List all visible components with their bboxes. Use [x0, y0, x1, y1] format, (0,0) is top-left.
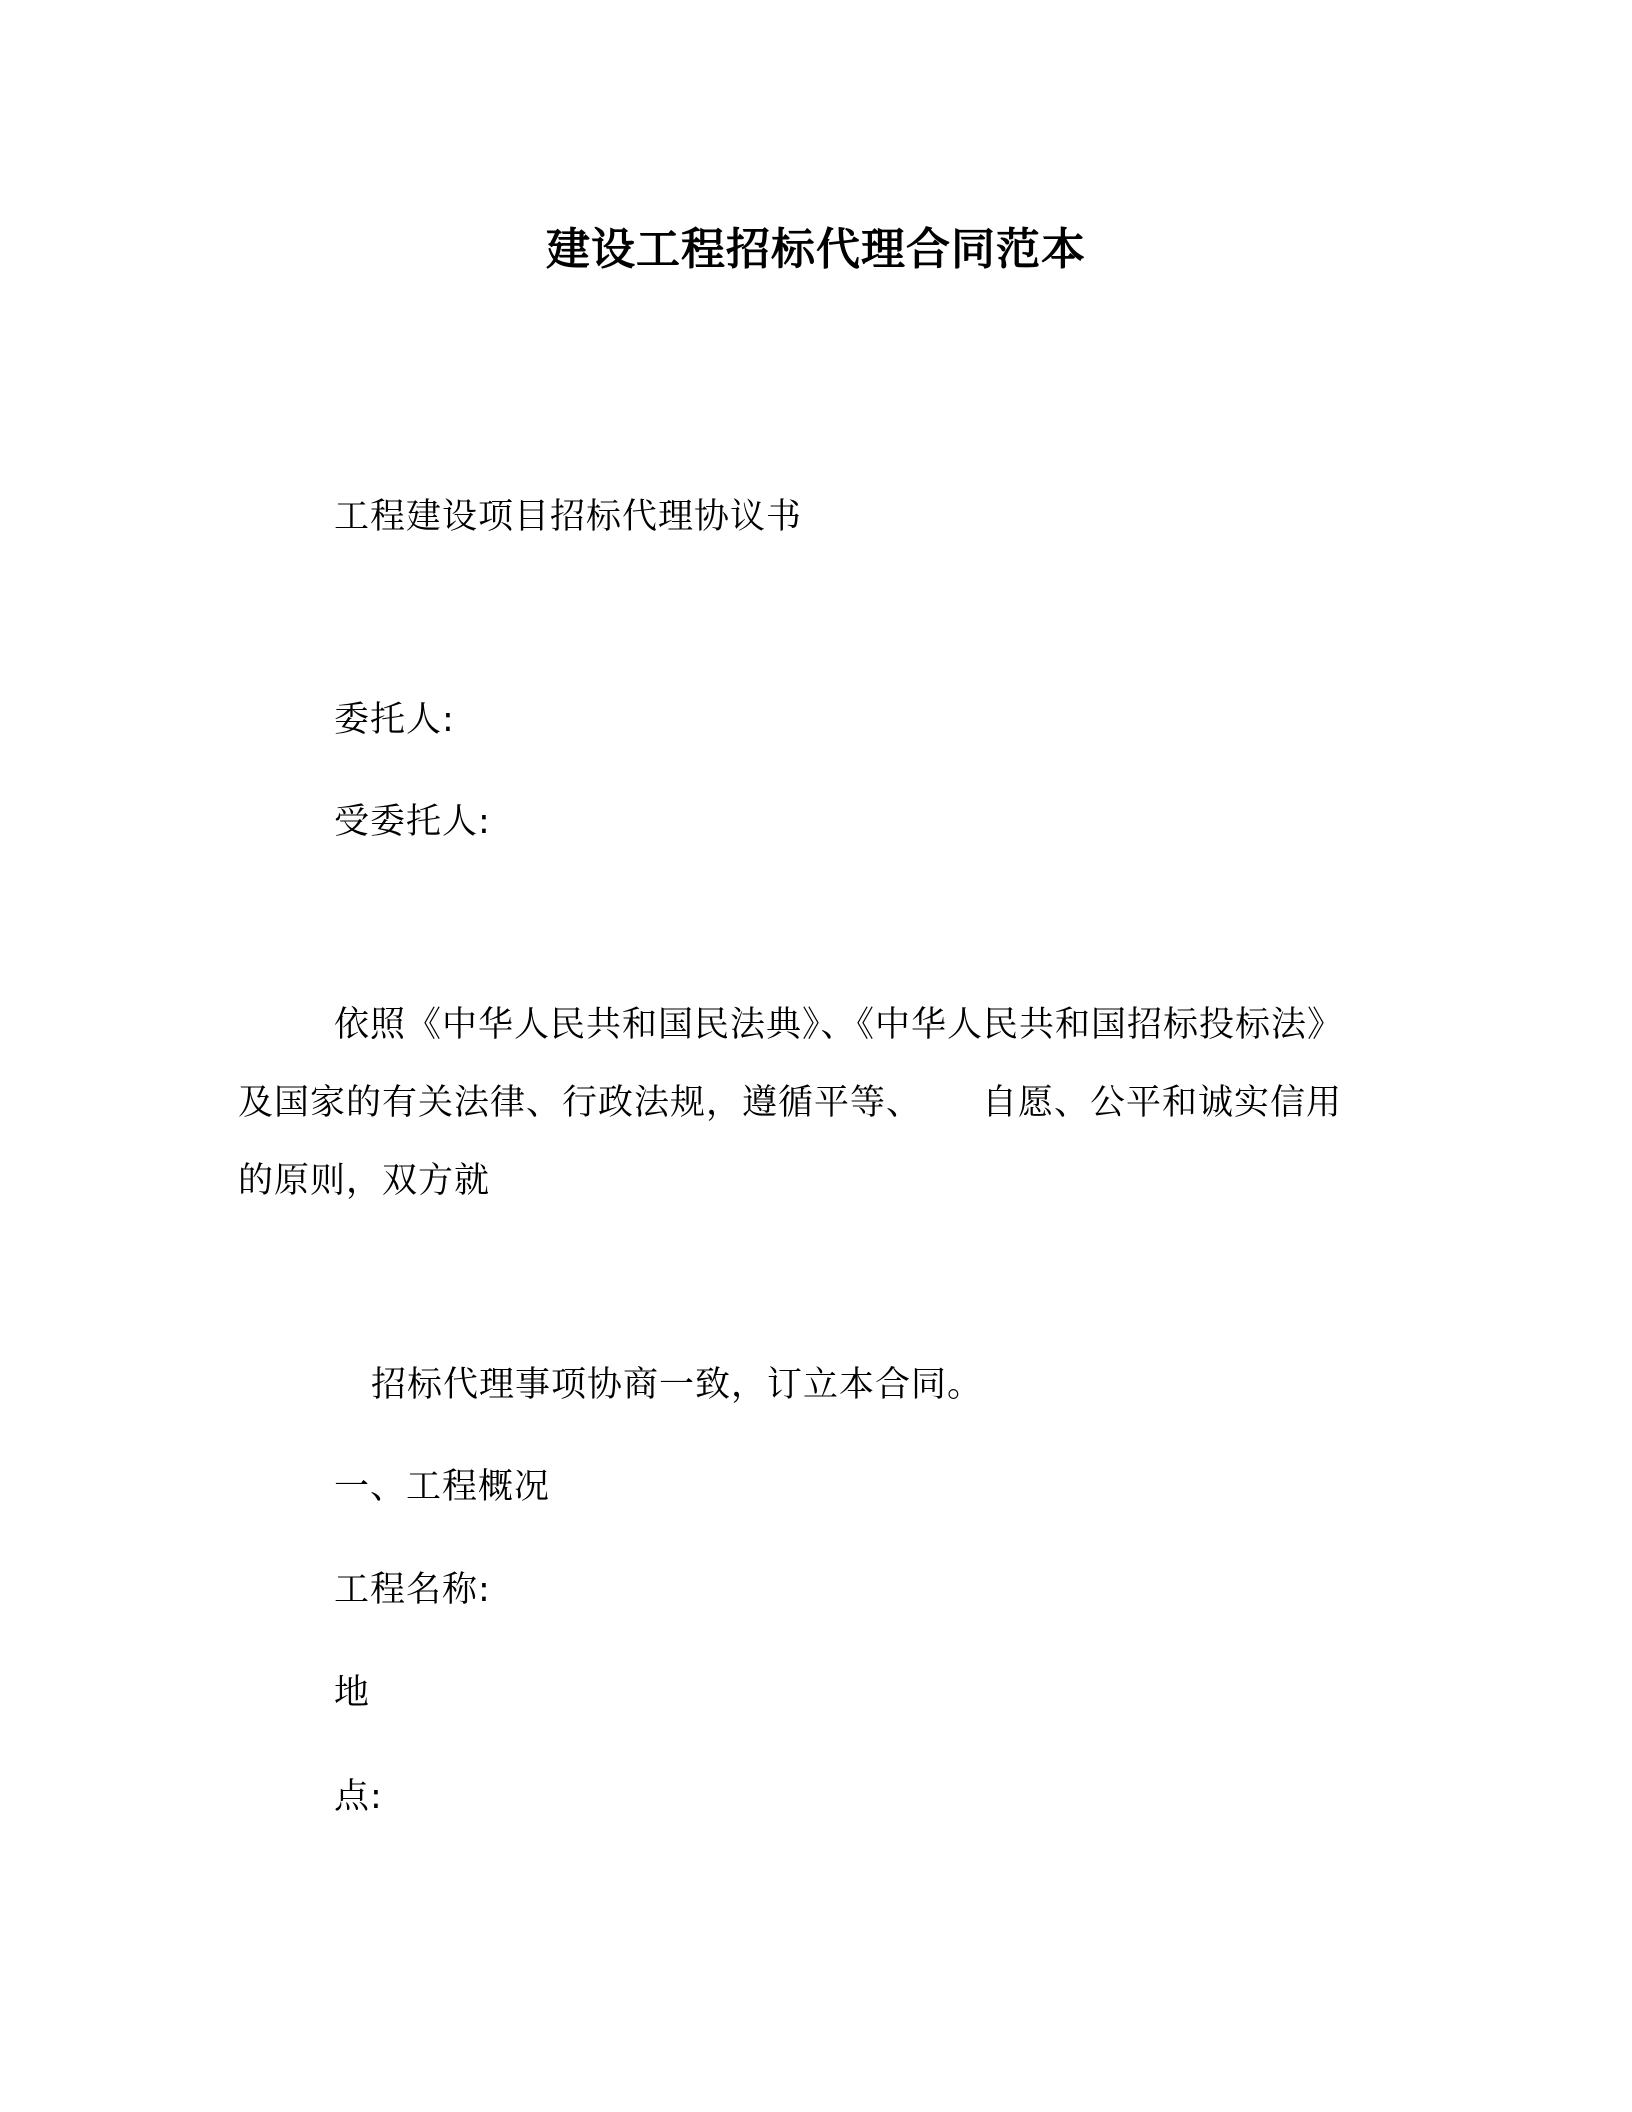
- location-label-part1: 地: [334, 1673, 371, 1713]
- section-heading: 一、工程概况: [334, 1467, 551, 1507]
- principal-label: 委托人:: [334, 700, 455, 740]
- project-name-label: 工程名称:: [334, 1570, 491, 1610]
- document-title: 建设工程招标代理合同范本: [546, 224, 1086, 275]
- basis-paragraph-line1: 依照《中华人民共和国民法典》、《中华人民共和国招标投标法》: [334, 1005, 1344, 1045]
- agent-label: 受委托人:: [334, 802, 491, 842]
- basis-paragraph-line2a: 及国家的有关法律、行政法规，遵循平等、: [238, 1083, 923, 1123]
- basis-paragraph-line2b: 自愿、公平和诚实信用: [982, 1083, 1343, 1123]
- location-label-part2: 点:: [334, 1777, 383, 1817]
- agreement-subtitle: 工程建设项目招标代理协议书: [334, 497, 803, 537]
- agreement-line: 招标代理事项协商一致，订立本合同。: [371, 1365, 984, 1405]
- basis-paragraph-line3: 的原则，双方就: [238, 1161, 491, 1201]
